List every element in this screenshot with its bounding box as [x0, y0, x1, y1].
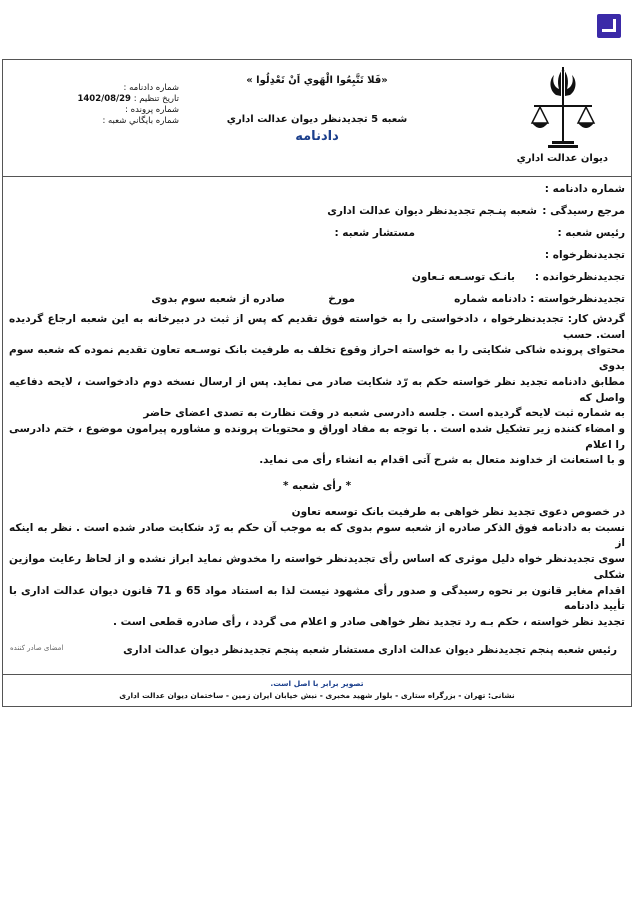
- meta-date: تاريخ تنظيم : 1402/08/29: [77, 94, 179, 104]
- procedure-line: محتوای پرونده شاكی شكايتی را به خواسته احراز وقوع تخلف به طرفيت بانک توسـعه تعاون تقديم نموده كه شعبه سوم بدوی: [9, 344, 625, 373]
- signatures: [9, 641, 625, 661]
- reference-row: [9, 202, 625, 224]
- copy-note: تصوير برابر با اصل است.: [270, 679, 364, 688]
- signer-label: امضای صادر کننده: [10, 644, 64, 652]
- emblem: [518, 65, 608, 170]
- meta-date-value: 1402/08/29: [77, 94, 131, 104]
- opinion-line: تجديد نظر خواسته ، حكم بـه رد تجديد نظر خواهی صادر و اعلام می گردد ، رأی صادره قطعی است .: [113, 615, 625, 628]
- meta-block: [29, 83, 179, 127]
- opinion-line: اقدام مغاير قانون بر نحوه رسيدگی و صدور رأی مشهود نيست لذا به استناد مواد 65 و 71 قانون ديوان عدالت اداری با تأييد دادنامه: [9, 584, 626, 613]
- verdict-no-label: شماره دادنامه :: [544, 183, 625, 195]
- appellee-label: تجديدنظرخوانده :: [534, 271, 625, 283]
- court-emblem-icon: [528, 65, 598, 151]
- opinion-line: سوی تجديدنظر خواه دليل موثری كه اساس رأی تجديدنظر خواسته را مخدوش نمايد ابراز نشده و از لحاظ رعايت موازين شكلی: [9, 553, 625, 581]
- verdict-no-row: [9, 180, 625, 202]
- procedure-line: مطابق دادنامه تجديد نظر خواسته حكم به رّد شكايت صادر می نمايد. پس از ارسال نسخه دوم دادخواست ، لايحه دفاعيه واصل كه: [9, 375, 625, 404]
- procedure-line: و با استعانت از خداوند متعال به شرح آتی اقدام به انشاء رأی می نمايد.: [259, 454, 625, 467]
- footer-divider: [3, 674, 631, 675]
- appellant-row: [9, 246, 625, 268]
- court-name: ديوان عدالت اداري: [516, 153, 608, 164]
- head-label: رئيس شعبه :: [557, 227, 625, 239]
- request-row: [9, 290, 625, 312]
- procedure-line: به شماره ثبت لايحه گرديده است . جلسه دادرسی شعبه در وقت نظارت به تصدی اعضای حاضر: [143, 407, 625, 420]
- verdict-document: [2, 59, 632, 707]
- opinion-text: [9, 505, 625, 631]
- panel-row: [9, 224, 625, 246]
- opinion-title: * رأی شعبه *: [282, 480, 352, 493]
- advisor-label: مستشار شعبه :: [334, 227, 415, 239]
- appellee-value: بانـک توسـعه تـعاون: [411, 271, 515, 283]
- procedure-text: [9, 312, 625, 469]
- meta-archive-no: شماره بايگاني شعبه :: [102, 116, 179, 126]
- doc-title: دادنامه: [295, 129, 339, 144]
- opinion-line: در خصوص دعوی تجديد نظر خواهی به طرفيت بانک توسعه تعاون: [291, 506, 625, 519]
- request-label: تجديدنظرخواسته : دادنامه شماره: [454, 293, 625, 305]
- corner-logo: [597, 14, 621, 38]
- header-divider: [3, 176, 631, 177]
- verdict-body: [9, 180, 625, 661]
- header-verse: «فَلا تَتَّبِعُوا الْهَوي اَنْ تَعْدِلُوا »: [246, 75, 388, 86]
- procedure-line: گردش كار: تجديدنظرخواه ، دادخواستی را به خواسته فوق تقديم كه پس از ثبت در دبيرخانه به اين شعبه ارجاع گرديده است. حسب: [9, 313, 625, 341]
- reference-value: شعبه پنـجم تجديدنظر ديوان عدالت اداری: [327, 205, 537, 217]
- header-center: [193, 75, 441, 144]
- branch-title: شعبه 5 تجديدنظر ديوان عدالت اداري: [226, 114, 408, 125]
- footer: [3, 678, 631, 702]
- request-dated: مورخ: [328, 293, 355, 305]
- sig-advisor: مستشار شعبه پنجم تجديدنظر ديوان عدالت اداری: [123, 643, 375, 656]
- meta-verdict-no: شماره دادنامه :: [123, 83, 179, 93]
- request-issued: صادره از شعبه سوم بدوی: [151, 293, 285, 305]
- appellee-row: [9, 268, 625, 290]
- meta-case-no: شماره پرونده :: [125, 105, 179, 115]
- opinion-line: نسبت به دادنامه فوق الذكر صادره از شعبه سوم بدوی كه به موجب آن حكم به رّد شكايت صادر شده است . نظر به اينكه از: [9, 521, 625, 550]
- reference-label: مرجع رسيدگی :: [542, 205, 625, 217]
- procedure-line: و امضاء كننده زير تشكيل شده است . با توجه به مفاد اوراق و محتويات پرونده و مشاوره پيرامون موضوع ، ختم دادرسی را اعلام: [9, 422, 625, 451]
- address: نشانی: تهران - بزرگراه ستاری - بلوار شهيد مخبری - نبش خيابان ايران زمين - ساختمان ديوان عدالت اداری: [119, 691, 515, 700]
- appellant-label: تجديدنظرخواه :: [544, 249, 625, 261]
- sig-head: رئيس شعبه پنجم تجديدنظر ديوان عدالت اداری: [378, 643, 617, 656]
